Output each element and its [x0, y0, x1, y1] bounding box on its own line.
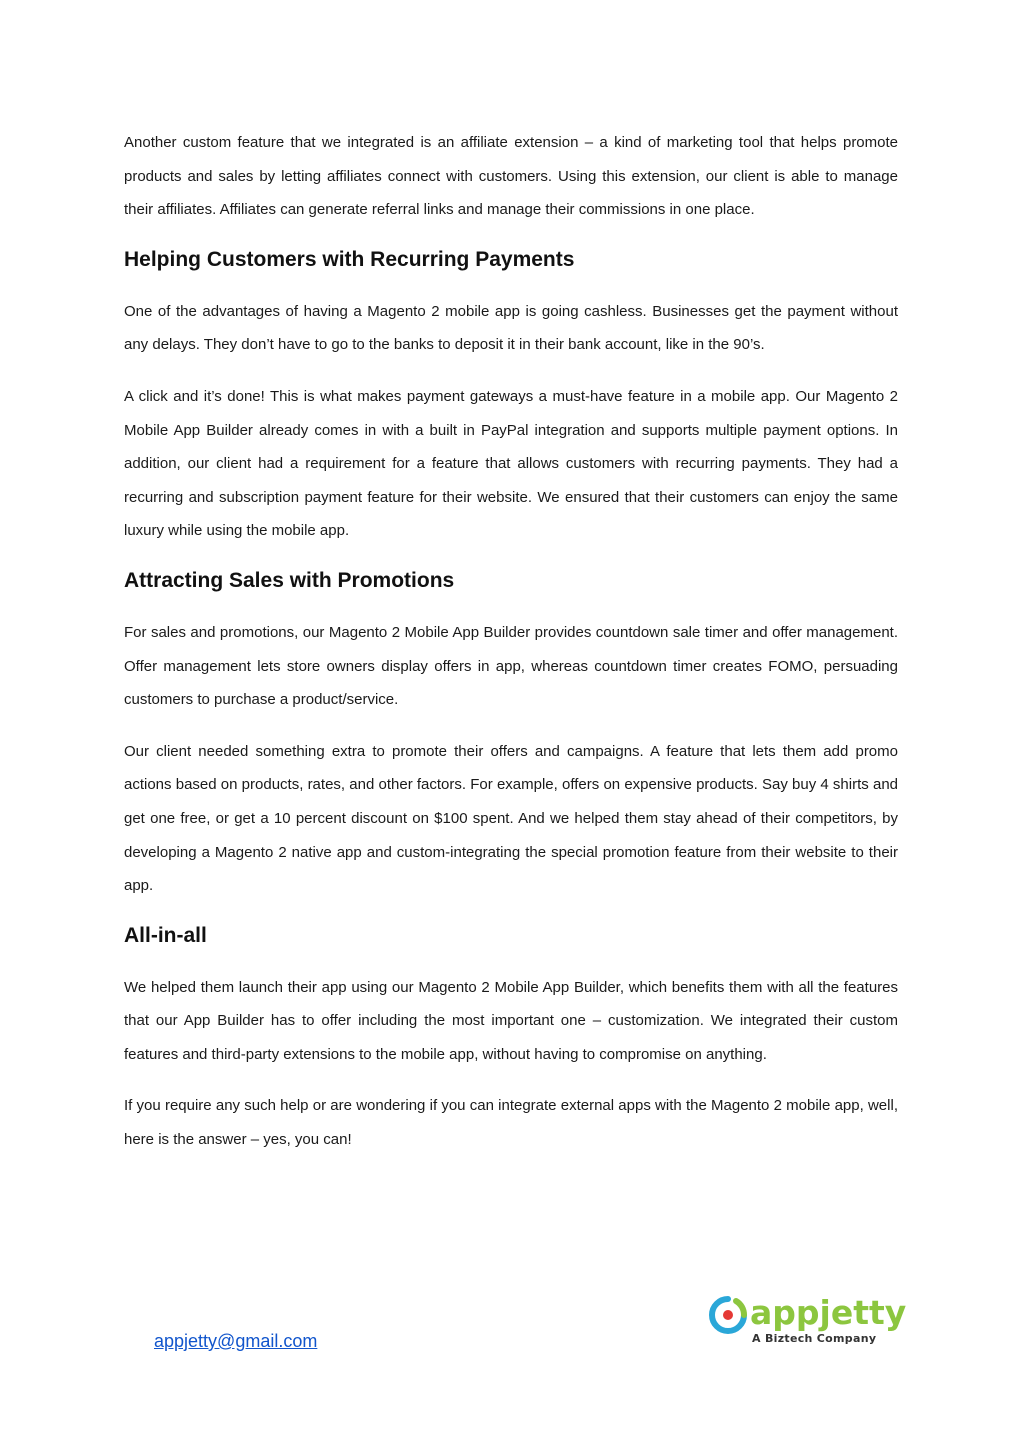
paragraph-cta: If you require any such help or are wondering if you can integrate external apps with the Magento 2 mobile app, well, here is the answer – yes, you can!: [124, 1097, 898, 1149]
heading-promotions: Attracting Sales with Promotions: [124, 568, 455, 592]
document-body: [124, 126, 898, 1175]
logo-tagline: A Biztech Company: [752, 1332, 877, 1345]
paragraph-affiliate: Another custom feature that we integrated is an affiliate extension – a kind of marketing tool that helps promote products and sales by letting affiliates connect with customers. Using this extension, our client is able to manage their affiliates. Affiliates can generate referral links and manage their commissions in one place.: [124, 134, 898, 219]
appjetty-logo: [708, 1293, 907, 1349]
paragraph-payment-gateways: A click and it’s done! This is what makes payment gateways a must-have feature in a mobile app. Our Magento 2 Mobile App Builder already comes in with a built in PayPal integration and supports multiple payment options. In addition, our client had a requirement for a feature that allows customers with recurring payments. They had a recurring and subscription payment feature for their website. We ensured that their customers can enjoy the same luxury while using the mobile app.: [124, 387, 898, 540]
logo-wordmark: appjetty: [750, 1293, 907, 1332]
heading-recurring-payments: Helping Customers with Recurring Payments: [124, 247, 575, 271]
paragraph-launch: We helped them launch their app using our Magento 2 Mobile App Builder, which benefits them with all the features that our App Builder has to offer including the most important one – customization. We integrated their custom features and third-party extensions to the mobile app, without having to compromise on anything.: [124, 978, 898, 1063]
appjetty-logo-icon: [708, 1295, 748, 1335]
paragraph-countdown-offers: For sales and promotions, our Magento 2 Mobile App Builder provides countdown sale timer and offer management. Offer management lets store owners display offers in app, whereas countdown timer creates FOMO, persuading customers to purchase a product/service.: [124, 623, 898, 709]
paragraph-promo-actions: Our client needed something extra to promote their offers and campaigns. A feature that lets them add promo actions based on products, rates, and other factors. For example, offers on expensive products. Say buy 4 shirts and get one free, or get a 10 percent discount on $100 spent. And we helped them stay ahead of their competitors, by developing a Magento 2 native app and custom-integrating the special promotion feature from their website to their app.: [124, 742, 898, 895]
paragraph-cashless: One of the advantages of having a Magento 2 mobile app is going cashless. Businesses get the payment without any delays. They don’t have to go to the banks to deposit it in their bank account, like in the 90’s.: [124, 302, 898, 354]
email-link[interactable]: appjetty@gmail.com: [154, 1331, 318, 1351]
heading-all-in-all: All-in-all: [124, 923, 207, 947]
